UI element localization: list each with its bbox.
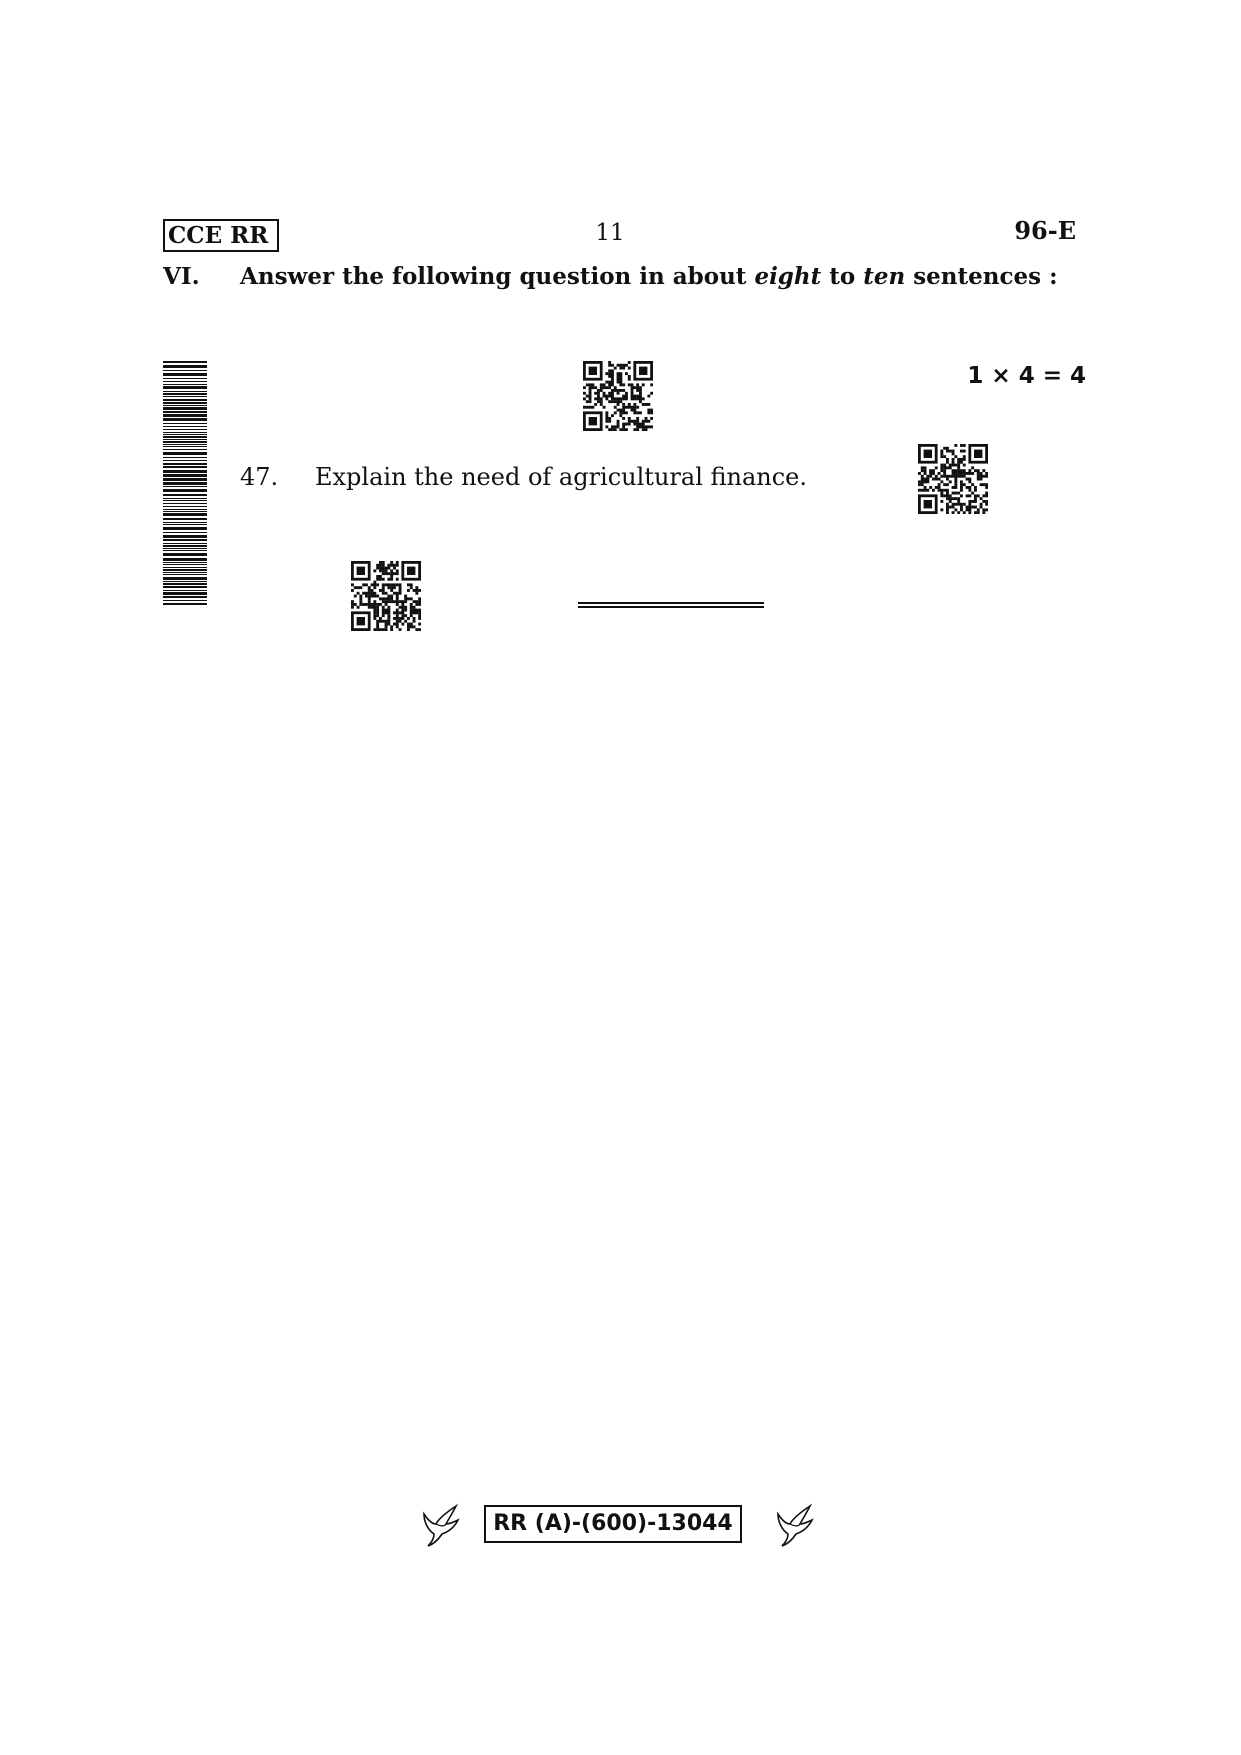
header-code-box: CCE RR — [163, 219, 279, 252]
instruction-part: Answer the following question in about — [240, 263, 755, 290]
section-instruction — [240, 262, 1058, 292]
qr-code-icon — [583, 361, 653, 431]
instruction-part: to — [821, 263, 864, 290]
qr-code-icon — [918, 444, 988, 514]
instruction-emphasis: ten — [863, 263, 906, 290]
end-of-section-rule — [578, 602, 764, 608]
dove-icon — [772, 1500, 818, 1550]
instruction-part: sentences : — [905, 263, 1058, 290]
dove-icon — [418, 1500, 464, 1550]
question-number: 47. — [240, 463, 279, 491]
paper-code: 96-E — [1014, 216, 1076, 245]
marks-allocation: 1 × 4 = 4 — [967, 363, 1086, 389]
qr-code-icon — [351, 561, 421, 631]
footer-code-box: RR (A)-(600)-13044 — [484, 1505, 742, 1543]
barcode-icon — [163, 361, 207, 605]
section-number: VI. — [163, 263, 200, 290]
question-text: Explain the need of agricultural finance. — [315, 463, 807, 491]
page-number: 11 — [595, 220, 625, 246]
instruction-emphasis: eight — [754, 263, 822, 290]
